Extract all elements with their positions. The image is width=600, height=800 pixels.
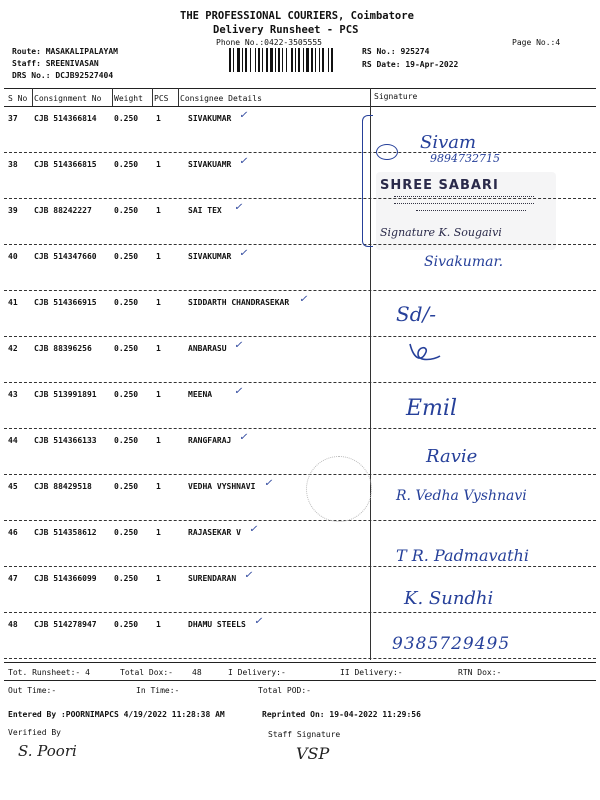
- row-sno: 40: [8, 252, 18, 261]
- col-pcs: PCS: [154, 94, 169, 103]
- signature-47: K. Sundhi: [404, 588, 494, 609]
- signature-40: Sivakumar.: [424, 254, 504, 270]
- row-sno: 46: [8, 528, 18, 537]
- row-separator: [4, 612, 596, 613]
- header-top-rule: [4, 88, 596, 89]
- row-pcs: 1: [156, 620, 161, 629]
- row-sno: 41: [8, 298, 18, 307]
- row-consignee: SIVAKUMAR: [188, 114, 232, 123]
- row-consignment-no: CJB 514366915: [34, 298, 97, 307]
- row-pcs: 1: [156, 160, 161, 169]
- row-pcs: 1: [156, 574, 161, 583]
- row-weight: 0.250: [114, 574, 139, 583]
- total-pod: Total POD:-: [258, 686, 311, 695]
- row-consignee: SIVAKUAMR: [188, 160, 232, 169]
- row-weight: 0.250: [114, 436, 139, 445]
- total-runsheet: Tot. Runsheet:- 4: [8, 668, 90, 677]
- check-mark-icon: ✓: [249, 524, 258, 535]
- signature-46: T R. Padmavathi: [396, 546, 529, 565]
- row-pcs: 1: [156, 344, 161, 353]
- col-divider: [32, 88, 33, 106]
- row-weight: 0.250: [114, 482, 139, 491]
- row-separator: [4, 566, 596, 567]
- row-sno: 42: [8, 344, 18, 353]
- faint-round-stamp: [306, 456, 372, 522]
- row-consignment-no: CJB 514366099: [34, 574, 97, 583]
- row-pcs: 1: [156, 528, 161, 537]
- col-consignee: Consignee Details: [180, 94, 262, 103]
- row-consignee: VEDHA VYSHNAVI: [188, 482, 256, 491]
- row-weight: 0.250: [114, 344, 139, 353]
- row-consignment-no: CJB 88429518: [34, 482, 92, 491]
- check-mark-icon: ✓: [234, 386, 243, 397]
- staff: Staff: SREENIVASAN: [12, 59, 99, 68]
- col-sno: S No: [8, 94, 28, 103]
- i-delivery: I Delivery:-: [228, 668, 286, 677]
- check-mark-icon: ✓: [299, 294, 308, 305]
- row-pcs: 1: [156, 114, 161, 123]
- row-consignee: SAI TEX: [188, 206, 222, 215]
- row-consignment-no: CJB 88396256: [34, 344, 92, 353]
- check-mark-icon: ✓: [234, 202, 243, 213]
- stamp-text: SHREE SABARI: [380, 178, 499, 193]
- check-mark-icon: ✓: [254, 616, 263, 627]
- staff-signature-label: Staff Signature: [268, 730, 341, 739]
- row-separator: [4, 428, 596, 429]
- col-divider: [112, 88, 113, 106]
- row-consignment-no: CJB 514366814: [34, 114, 97, 123]
- row-sno: 37: [8, 114, 18, 123]
- col-divider: [178, 88, 179, 106]
- row-weight: 0.250: [114, 298, 139, 307]
- row-consignee: MEENA: [188, 390, 213, 399]
- total-dox-label: Total Dox:-: [120, 668, 173, 677]
- row-sno: 45: [8, 482, 18, 491]
- rs-number: RS No.: 925274: [362, 47, 430, 56]
- row-separator: [4, 152, 596, 153]
- row-pcs: 1: [156, 206, 161, 215]
- check-mark-icon: ✓: [264, 478, 273, 489]
- row-pcs: 1: [156, 482, 161, 491]
- entered-by: Entered By :POORNIMAPCS 4/19/2022 11:28:38 AM: [8, 710, 225, 719]
- row-pcs: 1: [156, 252, 161, 261]
- row-weight: 0.250: [114, 390, 139, 399]
- row-sno: 43: [8, 390, 18, 399]
- check-mark-icon: ✓: [234, 340, 243, 351]
- stamp-lines: [394, 196, 534, 204]
- signature-37-phone: 9894732715: [430, 152, 500, 165]
- col-signature: Signature: [374, 92, 418, 101]
- row-pcs: 1: [156, 298, 161, 307]
- signature-42: [404, 340, 444, 364]
- row-consignment-no: CJB 514347660: [34, 252, 97, 261]
- col-consignment: Consignment No: [34, 94, 102, 103]
- signature-43: Emil: [406, 396, 457, 421]
- staff-signature: VSP: [296, 744, 330, 763]
- totals-rule: [4, 662, 596, 663]
- row-consignee: SIDDARTH CHANDRASEKAR: [188, 298, 290, 307]
- signature-44: Ravie: [426, 446, 478, 467]
- check-mark-icon: ✓: [239, 156, 248, 167]
- row-consignee: SIVAKUMAR: [188, 252, 232, 261]
- verified-signature: S. Poori: [18, 742, 77, 760]
- phone-number: Phone No.:0422-3505555: [216, 38, 322, 47]
- totals-bottom-rule: [4, 680, 596, 681]
- circle-mark: [376, 144, 398, 160]
- row-weight: 0.250: [114, 114, 139, 123]
- rs-date: RS Date: 19-Apr-2022: [362, 60, 459, 69]
- row-consignee: ANBARASU: [188, 344, 227, 353]
- row-separator: [4, 474, 596, 475]
- row-weight: 0.250: [114, 160, 139, 169]
- row-consignee: DHAMU STEELS: [188, 620, 246, 629]
- stamp-lines: [416, 210, 526, 216]
- check-mark-icon: ✓: [239, 432, 248, 443]
- row-sno: 47: [8, 574, 18, 583]
- ii-delivery: II Delivery:-: [340, 668, 403, 677]
- page-number: Page No.:4: [512, 38, 561, 47]
- row-consignment-no: CJB 514366133: [34, 436, 97, 445]
- check-mark-icon: ✓: [239, 110, 248, 121]
- row-weight: 0.250: [114, 620, 139, 629]
- row-consignment-no: CJB 88242227: [34, 206, 92, 215]
- row-consignee: RANGFARAJ: [188, 436, 232, 445]
- bracket-mark: [362, 115, 373, 247]
- stamp-signature: Signature K. Sougaivi: [380, 226, 502, 239]
- row-pcs: 1: [156, 436, 161, 445]
- signature-45: R. Vedha Vyshnavi: [396, 488, 527, 504]
- in-time: In Time:-: [136, 686, 180, 695]
- row-consignment-no: CJB 514358612: [34, 528, 97, 537]
- signature-41: Sd/-: [396, 302, 436, 326]
- check-mark-icon: ✓: [239, 248, 248, 259]
- col-weight: Weight: [114, 94, 143, 103]
- row-sno: 38: [8, 160, 18, 169]
- row-sno: 48: [8, 620, 18, 629]
- company-name: THE PROFESSIONAL COURIERS, Coimbatore: [180, 10, 414, 22]
- row-consignee: RAJASEKAR V: [188, 528, 241, 537]
- row-separator: [4, 520, 596, 521]
- row-weight: 0.250: [114, 528, 139, 537]
- reprinted-on: Reprinted On: 19-04-2022 11:29:56: [262, 710, 421, 719]
- rtn-dox: RTN Dox:-: [458, 668, 502, 677]
- barcode: [229, 48, 357, 72]
- document-title: Delivery Runsheet - PCS: [213, 24, 359, 36]
- verified-by: Verified By: [8, 728, 61, 737]
- row-consignment-no: CJB 514366815: [34, 160, 97, 169]
- check-mark-icon: ✓: [244, 570, 253, 581]
- row-consignment-no: CJB 513991891: [34, 390, 97, 399]
- signature-48: 9385729495: [392, 634, 511, 654]
- row-sno: 39: [8, 206, 18, 215]
- total-dox-value: 48: [192, 668, 202, 677]
- row-sno: 44: [8, 436, 18, 445]
- drs-number: DRS No.: DCJB92527404: [12, 71, 114, 80]
- company-stamp: [376, 172, 556, 250]
- header-bottom-rule: [4, 106, 596, 107]
- row-separator: [4, 336, 596, 337]
- row-consignee: SURENDARAN: [188, 574, 237, 583]
- out-time: Out Time:-: [8, 686, 57, 695]
- row-weight: 0.250: [114, 252, 139, 261]
- signature-37: Sivam: [420, 132, 477, 153]
- row-separator: [4, 290, 596, 291]
- row-pcs: 1: [156, 390, 161, 399]
- row-separator: [4, 382, 596, 383]
- row-consignment-no: CJB 514278947: [34, 620, 97, 629]
- route: Route: MASAKALIPALAYAM: [12, 47, 118, 56]
- col-divider: [152, 88, 153, 106]
- row-weight: 0.250: [114, 206, 139, 215]
- row-separator: [4, 658, 596, 659]
